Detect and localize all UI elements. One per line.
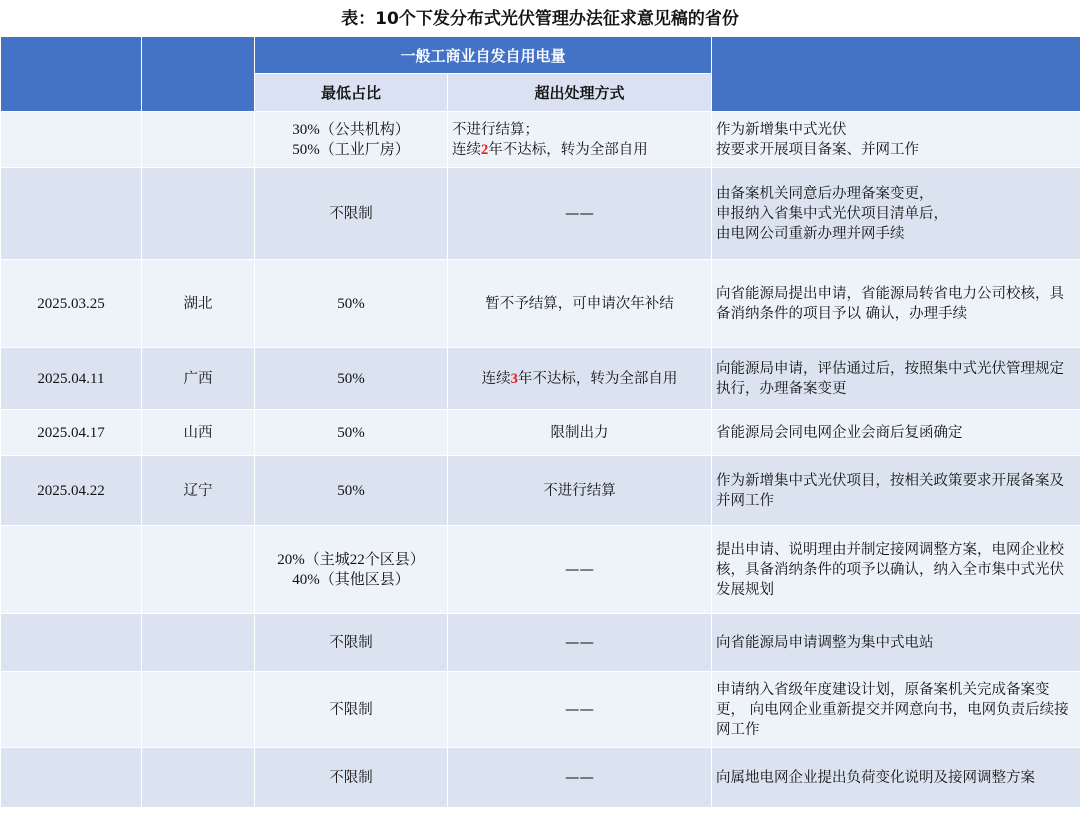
province-cell: 广西 (142, 348, 255, 410)
min-ratio-line: 30%（公共机构） (292, 121, 410, 138)
excess-cell: —— (448, 168, 712, 260)
min-ratio-cell: 50% (255, 260, 448, 348)
excess-text: 年不达标，转为全部自用 (517, 370, 678, 387)
excess-line (452, 140, 709, 160)
note-cell: 省能源局会同电网企业会商后复函确定 (712, 410, 1080, 456)
province-cell (142, 748, 255, 808)
province-cell (142, 614, 255, 672)
date-cell (1, 168, 142, 260)
table-row (1, 456, 1080, 526)
date-cell: 2025.04.22 (1, 456, 142, 526)
province-table (0, 36, 1080, 808)
note-cell: 由备案机关同意后办理备案变更， 申报纳入省集中式光伏项目清单后， 由电网公司重新办理并网手续 (712, 168, 1080, 260)
years-number: 3 (510, 370, 518, 387)
note-cell: 作为新增集中式光伏项目，按相关政策要求开展备案及并网工作 (712, 456, 1080, 526)
excess-cell: 不进行结算 (448, 456, 712, 526)
province-cell: 辽宁 (142, 456, 255, 526)
table-row (1, 748, 1080, 808)
excess-cell: —— (448, 614, 712, 672)
min-ratio-cell: 50% (255, 456, 448, 526)
min-ratio-line: 50%（工业厂房） (292, 141, 410, 158)
note-cell: 向能源局申请，评估通过后，按照集中式光伏管理规定执行，办理备案变更 (712, 348, 1080, 410)
province-cell (142, 168, 255, 260)
min-ratio-cell: 不限制 (255, 168, 448, 260)
years-number: 2 (481, 141, 489, 158)
province-cell: 湖北 (142, 260, 255, 348)
date-cell (1, 614, 142, 672)
date-cell (1, 112, 142, 168)
header-note-cell (712, 37, 1080, 112)
header-group: 一般工商业自发自用电量 (255, 37, 712, 74)
min-ratio-cell: 50% (255, 348, 448, 410)
province-cell: 山西 (142, 410, 255, 456)
table-row (1, 526, 1080, 614)
note-cell: 向属地电网企业提出负荷变化说明及接网调整方案 (712, 748, 1080, 808)
min-ratio-cell: 不限制 (255, 748, 448, 808)
province-cell (142, 672, 255, 748)
excess-line: 不进行结算； (452, 121, 539, 138)
excess-cell (448, 348, 712, 410)
min-ratio-line: 20%（主城22个区县） (277, 551, 425, 568)
table-row (1, 672, 1080, 748)
date-cell: 2025.04.17 (1, 410, 142, 456)
note-cell: 作为新增集中式光伏 按要求开展项目备案、并网工作 (712, 112, 1080, 168)
excess-cell: 限制出力 (448, 410, 712, 456)
page-title: 表：10个下发分布式光伏管理办法征求意见稿的省份 (341, 9, 739, 29)
note-cell: 提出申请、说明理由并制定接网调整方案，电网企业校核，具备消纳条件的项予以确认，纳入全市集中式光伏发展规划 (712, 526, 1080, 614)
excess-cell: —— (448, 672, 712, 748)
excess-text: 年不达标，转为全部自用 (488, 141, 648, 158)
table-row (1, 614, 1080, 672)
min-ratio-cell (255, 526, 448, 614)
excess-cell: 暂不予结算，可申请次年补结 (448, 260, 712, 348)
min-ratio-cell: 50% (255, 410, 448, 456)
header-min-ratio: 最低占比 (255, 74, 448, 112)
province-cell (142, 526, 255, 614)
table-row (1, 260, 1080, 348)
min-ratio-cell (255, 112, 448, 168)
min-ratio-line: 40%（其他区县） (292, 571, 410, 588)
table-row (1, 348, 1080, 410)
date-cell: 2025.04.11 (1, 348, 142, 410)
header-province-cell (142, 37, 255, 112)
excess-cell: —— (448, 526, 712, 614)
min-ratio-cell: 不限制 (255, 614, 448, 672)
excess-text: 连续 (452, 141, 481, 158)
note-cell: 向省能源局申请调整为集中式电站 (712, 614, 1080, 672)
excess-text: 连续 (481, 370, 511, 387)
note-cell: 向省能源局提出申请，省能源局转省电力公司校核，具备消纳条件的项目予以 确认，办理手续 (712, 260, 1080, 348)
date-cell (1, 526, 142, 614)
table-row (1, 112, 1080, 168)
table-row (1, 410, 1080, 456)
date-cell (1, 672, 142, 748)
date-cell (1, 748, 142, 808)
header-excess-handling: 超出处理方式 (448, 74, 712, 112)
date-cell: 2025.03.25 (1, 260, 142, 348)
note-cell: 申请纳入省级年度建设计划，原备案机关完成备案变更， 向电网企业重新提交并网意向书，电网负责后续接网工作 (712, 672, 1080, 748)
header-date-cell (1, 37, 142, 112)
table-row (1, 168, 1080, 260)
excess-cell (448, 112, 712, 168)
min-ratio-cell: 不限制 (255, 672, 448, 748)
excess-cell: —— (448, 748, 712, 808)
province-cell (142, 112, 255, 168)
